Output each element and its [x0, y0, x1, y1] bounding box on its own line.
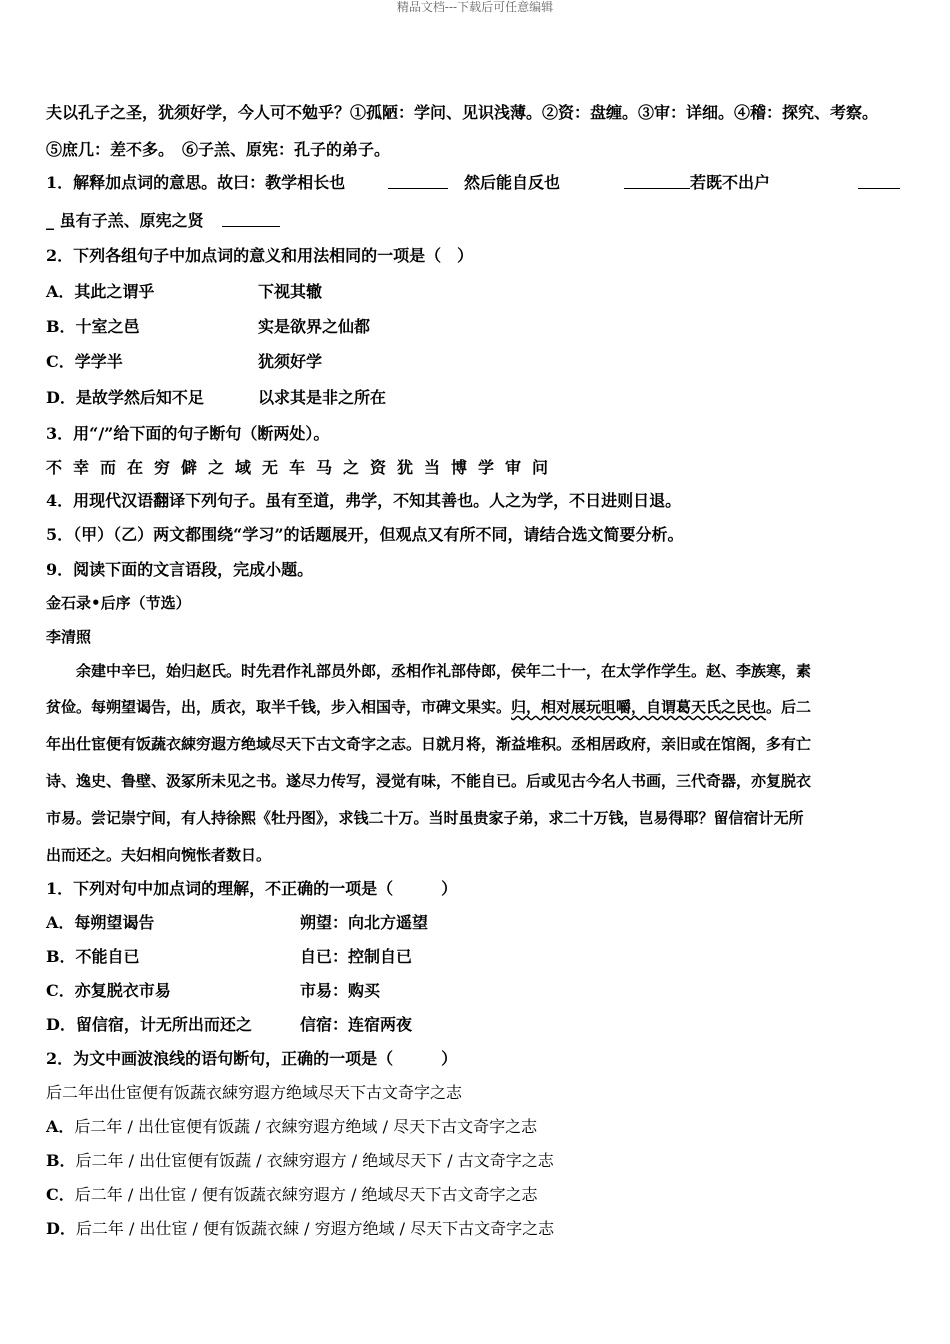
sub-question-2-stem: 2．为文中画波浪线的语句断句，正确的一项是（ ） — [46, 1049, 458, 1068]
option-text-a: 其此之谓乎 — [74, 282, 155, 301]
answer-blank-4[interactable] — [222, 210, 280, 227]
passage-line-2 — [46, 697, 902, 717]
option-text-a: 每朔望谒告 — [74, 913, 155, 932]
question-1-item-1: 故曰：教学相长也 — [217, 173, 346, 192]
passage-title: 金石录•后序（节选） — [46, 594, 191, 612]
answer-blank-2[interactable] — [624, 172, 690, 189]
question-2-option-c-b: 犹须好学 — [258, 352, 323, 371]
question-2-stem: 2．下列各组句子中加点词的意义和用法相同的一项是（ ） — [46, 246, 474, 265]
option-text: 后二年 / 出仕宦便有饭蔬 / 衣綀穷遐方绝域 / 尽天下古文奇字之志 — [74, 1117, 538, 1136]
question-2-option-a — [46, 282, 154, 302]
passage-line-6: 出而还之。夫妇相向惋怅者数日。 — [46, 846, 272, 864]
note-line-2: ⑤庶几：差不多。 ⑥子羔、原宪：孔子的弟子。 — [46, 140, 391, 159]
question-2-option-d — [46, 388, 204, 408]
passage-line-2-a: 贫俭。每朔望谒告，出，质衣，取半千钱，步入相国寺，市碑文果实。 — [46, 698, 512, 716]
option-label: D． — [46, 1015, 76, 1034]
option-label: B． — [46, 317, 76, 336]
option-label: B． — [46, 947, 76, 966]
question-9: 9．阅读下面的文言语段，完成小题。 — [46, 560, 314, 579]
option-label: A． — [46, 1117, 75, 1136]
sub-question-1-option-d — [46, 1015, 252, 1035]
passage-line-2-c: 。后二 — [766, 698, 812, 716]
question-2-option-a-b: 下视其辙 — [258, 282, 323, 301]
option-label: B． — [46, 1151, 76, 1170]
option-text: 后二年 / 出仕宦 / 便有饭蔬衣綀 / 穷遐方绝域 / 尽天下古文奇字之志 — [75, 1219, 555, 1238]
answer-blank-3[interactable] — [858, 172, 900, 189]
question-1-item-3: 若既不出户 — [690, 173, 771, 192]
option-label: C． — [46, 1185, 75, 1204]
page-header: 精品文档---下载后可任意编辑 — [396, 0, 554, 14]
option-text: 后二年 / 出仕宦便有饭蔬 / 衣綀穷遐方 / 绝域尽天下 / 古文奇字之志 — [75, 1151, 554, 1170]
option-text-a: 是故学然后知不足 — [75, 388, 204, 407]
sub-question-1-stem: 1．下列对句中加点词的理解，不正确的一项是（ ） — [46, 879, 458, 898]
option-label: D． — [46, 1219, 76, 1238]
passage-line-3: 年出仕宦便有饭蔬衣綀穷遐方绝域尽天下古文奇字之志。日就月将，渐益堆积。丞相居政府，亲旧或在馆阁，多有亡 — [46, 735, 812, 753]
question-1-number: 1． — [46, 173, 74, 192]
question-1-item-2: 然后能自反也 — [464, 173, 561, 192]
wavy-underlined-sentence: 归，相对展玩咀嚼，自谓葛天氏之民也 — [511, 698, 767, 716]
passage-author: 李清照 — [46, 628, 92, 646]
sub-question-1-option-a-b: 朔望：向北方遥望 — [300, 913, 429, 932]
option-text-a: 学学半 — [74, 352, 123, 371]
sub-question-2-option-c — [46, 1185, 537, 1205]
sub-question-1-option-b — [46, 947, 140, 967]
question-1 — [46, 173, 345, 193]
question-1-line-2 — [46, 211, 204, 231]
note-line-1: 夫以孔子之圣，犹须好学，今人可不勉乎？①孤陋：学问、见识浅薄。②资：盘缠。③审：详细。④稽：探究、考察。 — [46, 103, 879, 122]
sub-question-1-option-d-b: 信宿：连宿两夜 — [300, 1015, 413, 1034]
sub-question-1-option-a — [46, 913, 154, 933]
option-text: 后二年 / 出仕宦 / 便有饭蔬衣綀穷遐方 / 绝域尽天下古文奇字之志 — [74, 1185, 538, 1204]
option-label: C． — [46, 352, 75, 371]
question-2-option-c — [46, 352, 123, 372]
question-5: 5．（甲）（乙）两文都围绕“学习”的话题展开，但观点又有所不同，请结合选文简要分析。 — [46, 525, 684, 544]
underscore: _ — [46, 211, 54, 230]
question-2-option-b-b: 实是欲界之仙都 — [258, 317, 371, 336]
sub-question-2-option-a — [46, 1117, 537, 1137]
sub-question-2-option-d — [46, 1219, 554, 1239]
option-label: A． — [46, 282, 75, 301]
option-text-a: 留信宿，计无所出而还之 — [75, 1015, 252, 1034]
question-2-option-b — [46, 317, 140, 337]
question-4: 4．用现代汉语翻译下列句子。虽有至道，弗学，不知其善也。人之为学，不日进则日退。 — [46, 491, 682, 510]
passage-line-1: 余建中辛巳，始归赵氏。时先君作礼部员外郎，丞相作礼部侍郎，侯年二十一，在太学作学生。赵、李族寒，素 — [46, 662, 812, 680]
passage-line-4: 诗、逸史、鲁壁、汲冢所未见之书。遂尽力传写，浸觉有味，不能自已。后或见古今名人书画，三代奇器，亦复脱衣 — [46, 772, 812, 790]
option-text-a: 不能自已 — [75, 947, 140, 966]
answer-blank-1[interactable] — [388, 172, 448, 189]
question-3-stem: 3．用“/”给下面的句子断句（断两处）。 — [46, 424, 330, 443]
option-text-a: 十室之邑 — [75, 317, 140, 336]
option-label: C． — [46, 981, 75, 1000]
sub-question-1-option-c-b: 市易：购买 — [300, 981, 381, 1000]
question-3-sentence: 不幸而在穷僻之域无车马之资犹当博学审问 — [46, 458, 560, 477]
option-text-a: 亦复脱衣市易 — [74, 981, 171, 1000]
question-2-option-d-b: 以求其是非之所在 — [258, 388, 387, 407]
sub-question-1-option-c — [46, 981, 171, 1001]
option-label: A． — [46, 913, 75, 932]
passage-line-5: 市易。尝记崇宁间，有人持徐熙《牡丹图》，求钱二十万。当时虽贵家子弟，求二十万钱，岂易得耶？留信宿计无所 — [46, 809, 804, 827]
sub-question-2-option-b — [46, 1151, 554, 1171]
sub-question-1-option-b-b: 自已：控制自已 — [300, 947, 413, 966]
option-label: D． — [46, 388, 76, 407]
sub-question-2-sentence: 后二年出仕宦便有饭蔬衣綀穷遐方绝域尽天下古文奇字之志 — [46, 1083, 463, 1102]
question-1-item-4: 虽有子羔、原宪之贤 — [59, 211, 204, 230]
question-1-stem: 解释加点词的意思。 — [73, 173, 218, 192]
